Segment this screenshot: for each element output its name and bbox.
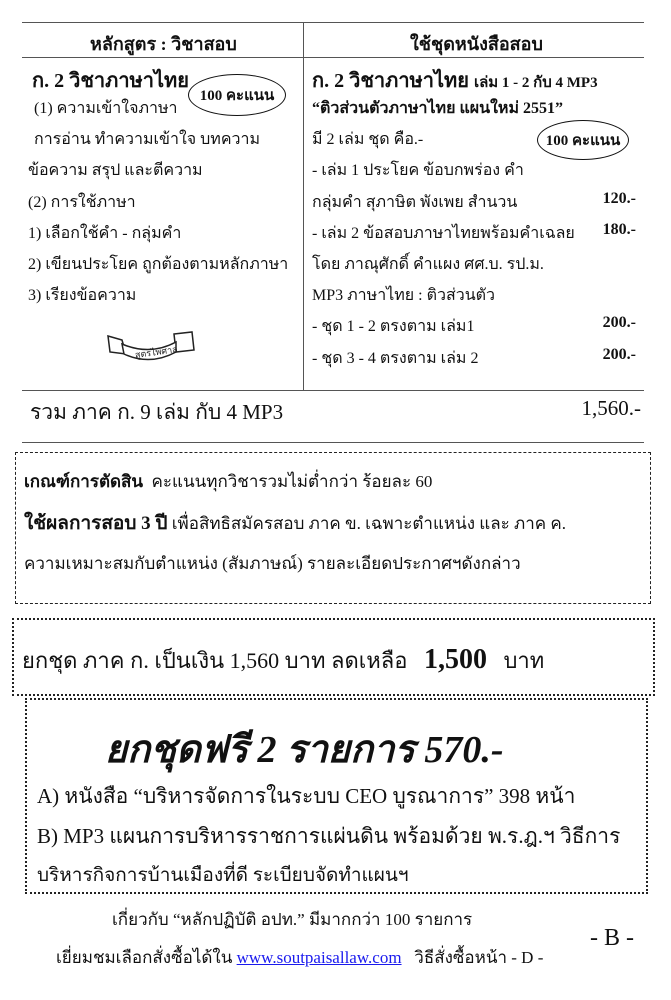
left-line: (1) ความเข้าใจภาษา — [34, 100, 178, 117]
left-line: 3) เรียงข้อความ — [28, 287, 137, 304]
right-subtitle: “ติวส่วนตัวภาษาไทย แผนใหม่ 2551” — [312, 100, 563, 117]
validity-label: ใช้ผลการสอบ 3 ปี — [24, 513, 168, 534]
item-price: 180.- — [602, 221, 636, 238]
right-item: - เล่ม 2 ข้อสอบภาษาไทยพร้อมคำเฉลย — [312, 225, 575, 242]
right-item: กลุ่มคำ สุภาษิต พังเพย สำนวน — [312, 194, 518, 211]
right-title-suffix: เล่ม 1 - 2 กับ 4 MP3 — [473, 75, 598, 91]
item-price: 120.- — [602, 190, 636, 207]
criteria-label: เกณฑ์การตัดสิน — [24, 472, 144, 491]
right-item: โดย ภาณุศักดิ์ คำแผง ศศ.บ. รป.ม. — [312, 256, 544, 273]
free-item-b-cont: บริหารกิจการบ้านเมืองที่ดี ระเบียบจัดทำแผนฯ — [37, 865, 409, 886]
score-badge: 100 คะแนน — [188, 74, 286, 116]
criteria-note: ความเหมาะสมกับตำแหน่ง (สัมภาษณ์) รายละเอียดประกาศฯดังกล่าว — [24, 554, 521, 573]
divider — [22, 442, 644, 443]
right-item: - ชุด 3 - 4 ตรงตาม เล่ม 2 — [312, 350, 479, 367]
right-item: MP3 ภาษาไทย : ติวส่วนตัว — [312, 287, 496, 304]
logo-scroll — [102, 326, 198, 366]
item-price: 200.- — [602, 346, 636, 363]
divider — [303, 22, 304, 390]
svg-text:สูตรไพศาล: สูตรไพศาล — [134, 344, 179, 361]
right-item: - เล่ม 1 ประโยค ข้อบกพร่อง คำ — [312, 162, 524, 179]
validity-text: เพื่อสิทธิสมัครสอบ ภาค ข. เฉพาะตำแหน่ง และ ภาค ค. — [171, 514, 567, 533]
free-items-box — [25, 698, 648, 894]
criteria-box — [15, 452, 651, 604]
footer-text: เยี่ยมชมเลือกสั่งซื้อได้ใน — [56, 948, 233, 967]
final-price: 1,500 — [423, 644, 487, 675]
left-line: (2) การใช้ภาษา — [28, 194, 136, 211]
price-box — [12, 618, 655, 696]
footer-text: วิธีสั่งซื้อหน้า - D - — [414, 948, 544, 967]
score-badge: 100 คะแนน — [537, 120, 629, 160]
divider — [22, 22, 644, 23]
left-line: การอ่าน ทำความเข้าใจ บทความ — [34, 131, 261, 148]
criteria-text: คะแนนทุกวิชารวมไม่ต่ำกว่า ร้อยละ 60 — [151, 472, 433, 491]
footer-line: เกี่ยวกับ “หลักปฏิบัติ อปท.” มีมากกว่า 100 รายการ — [112, 910, 473, 929]
website-link[interactable]: www.soutpaisallaw.com — [236, 948, 402, 967]
free-item-b: B) MP3 แผนการบริหารราชการแผ่นดิน พร้อมด้วย พ.ร.ฎ.ฯ วิธีการ — [37, 824, 621, 848]
divider — [22, 390, 644, 391]
item-price: 200.- — [602, 314, 636, 331]
header-right: ใช้ชุดหนังสือสอบ — [410, 34, 543, 54]
page-marker: - B - — [590, 925, 634, 951]
right-title-text: ก. 2 วิชาภาษาไทย — [312, 70, 469, 92]
left-title: ก. 2 วิชาภาษาไทย — [32, 70, 189, 92]
right-item: - ชุด 1 - 2 ตรงตาม เล่ม1 — [312, 318, 475, 335]
header-left: หลักสูตร : วิชาสอบ — [90, 34, 237, 54]
right-item: มี 2 เล่ม ชุด คือ.- — [312, 131, 424, 148]
price-text: ยกชุด ภาค ก. เป็นเงิน 1,560 บาท ลดเหลือ — [22, 648, 408, 673]
free-item-a: A) หนังสือ “บริหารจัดการในระบบ CEO บูรณาการ” 398 หน้า — [37, 784, 576, 808]
left-line: 2) เขียนประโยค ถูกต้องตามหลักภาษา — [28, 256, 289, 273]
total-label: รวม ภาค ก. 9 เล่ม กับ 4 MP3 — [30, 400, 284, 424]
left-line: ข้อความ สรุป และตีความ — [28, 162, 203, 179]
left-line: 1) เลือกใช้คำ - กลุ่มคำ — [28, 225, 182, 242]
price-unit: บาท — [503, 648, 545, 673]
right-title — [312, 64, 598, 96]
total-amount: 1,560.- — [581, 396, 641, 420]
free-title: ยกชุดฟรี 2 รายการ 570.- — [105, 729, 504, 771]
